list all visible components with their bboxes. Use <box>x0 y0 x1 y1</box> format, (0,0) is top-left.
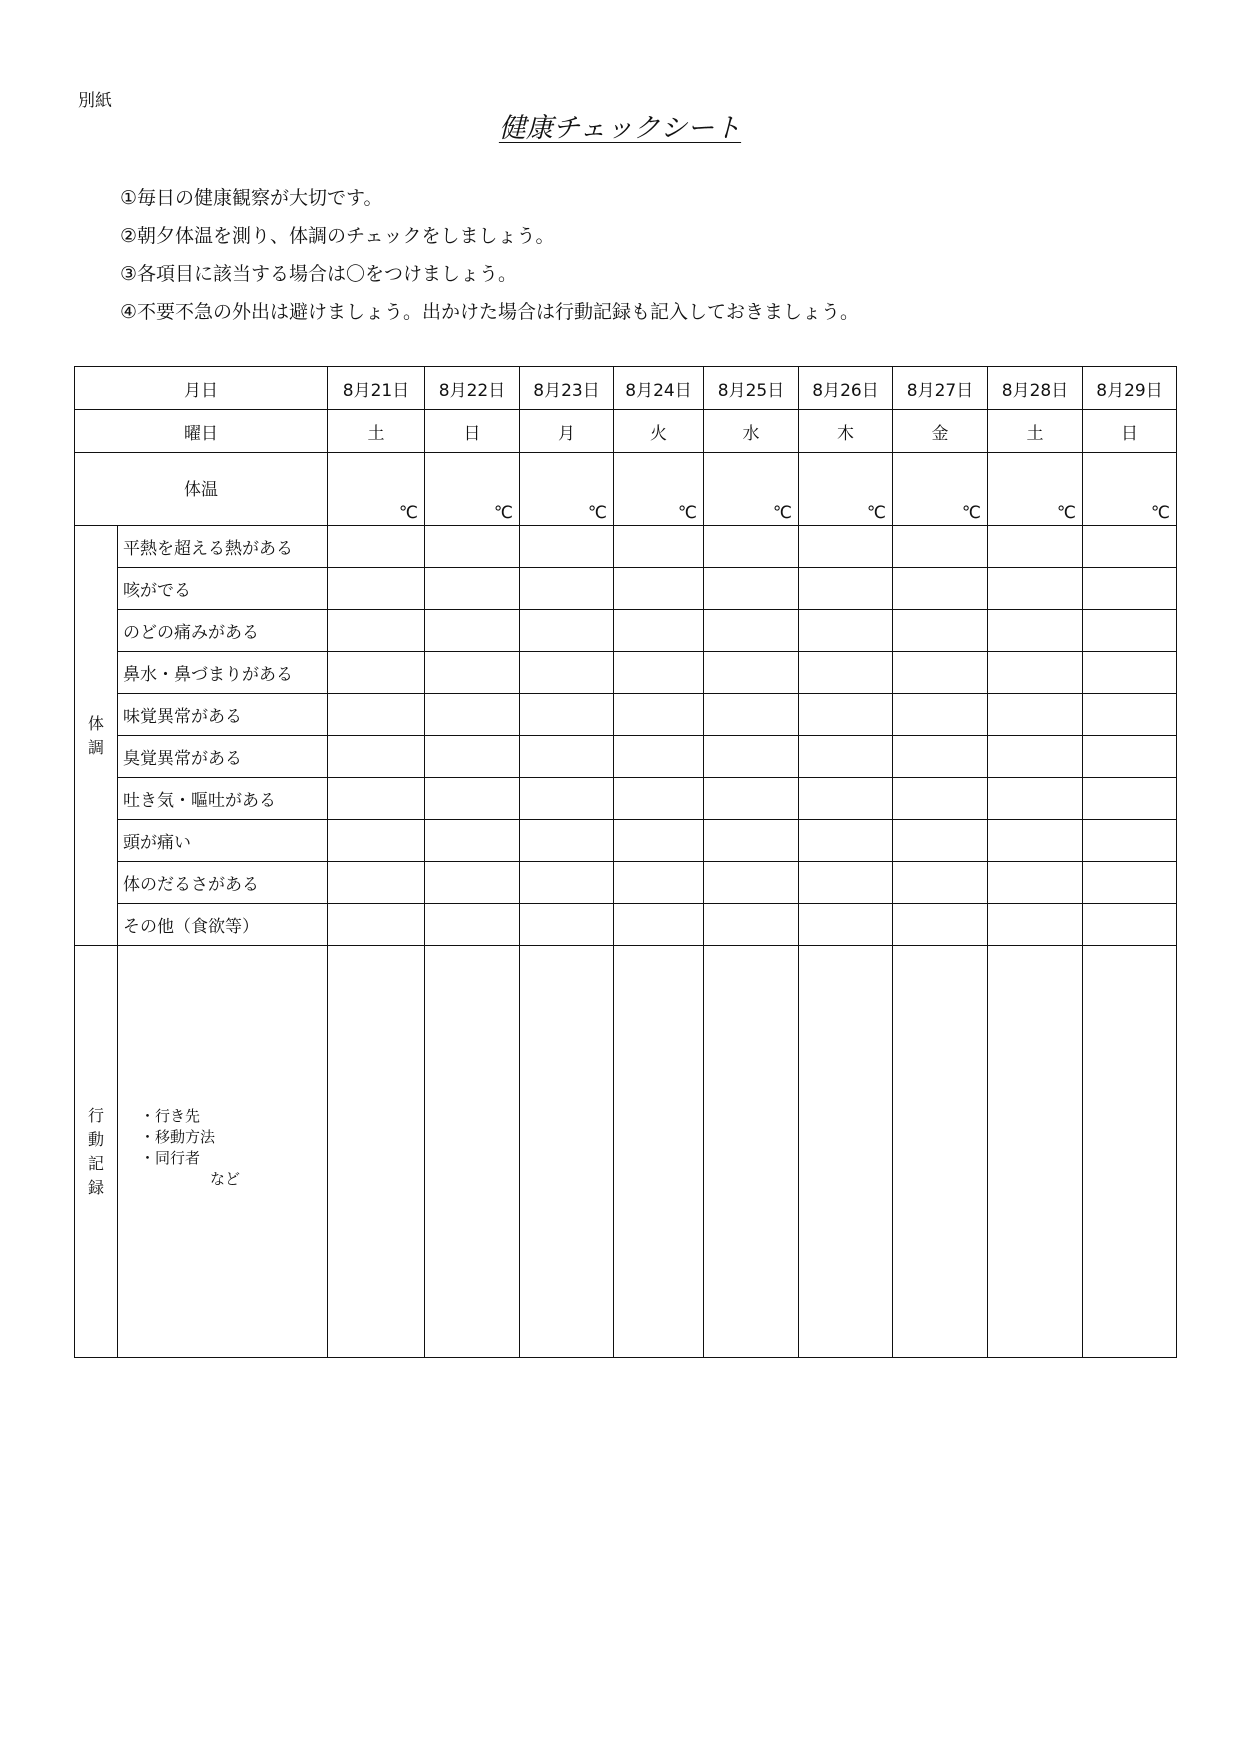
check-cell[interactable] <box>704 778 799 820</box>
check-cell[interactable] <box>614 820 704 862</box>
temperature-row <box>75 453 1177 526</box>
check-cell[interactable] <box>614 862 704 904</box>
check-cell[interactable] <box>328 568 425 610</box>
check-cell[interactable] <box>328 526 425 568</box>
activity-row <box>75 946 1177 1358</box>
check-cell[interactable] <box>988 568 1083 610</box>
date-cell: 8月23日 <box>520 367 614 410</box>
check-cell[interactable] <box>704 820 799 862</box>
health-check-table <box>74 366 1177 1358</box>
activity-section-label: 行 動 記 録 <box>75 946 118 1358</box>
condition-row <box>75 568 1177 610</box>
temperature-entry[interactable] <box>893 453 988 526</box>
page-title <box>0 106 1240 145</box>
condition-row <box>75 736 1177 778</box>
check-cell[interactable] <box>1083 568 1177 610</box>
activity-entry[interactable] <box>1083 946 1177 1358</box>
celsius-unit: ℃ <box>587 503 607 523</box>
check-cell[interactable] <box>988 652 1083 694</box>
condition-row <box>75 778 1177 820</box>
check-cell[interactable] <box>799 904 893 946</box>
check-cell[interactable] <box>520 736 614 778</box>
check-cell[interactable] <box>988 862 1083 904</box>
check-cell[interactable] <box>1083 694 1177 736</box>
condition-row <box>75 694 1177 736</box>
weekday-cell: 日 <box>1083 410 1177 453</box>
check-cell[interactable] <box>328 694 425 736</box>
check-cell[interactable] <box>328 820 425 862</box>
temperature-entry[interactable] <box>704 453 799 526</box>
check-cell[interactable] <box>614 526 704 568</box>
check-cell[interactable] <box>799 610 893 652</box>
check-cell[interactable] <box>893 610 988 652</box>
check-cell[interactable] <box>893 778 988 820</box>
check-cell[interactable] <box>704 736 799 778</box>
check-cell[interactable] <box>893 694 988 736</box>
check-cell[interactable] <box>614 568 704 610</box>
check-cell[interactable] <box>799 820 893 862</box>
check-cell[interactable] <box>520 862 614 904</box>
instruction-item: ①毎日の健康観察が大切です。 <box>120 187 383 209</box>
instruction-item: ③各項目に該当する場合は〇をつけましょう。 <box>120 263 518 285</box>
activity-entry[interactable] <box>893 946 988 1358</box>
condition-label: 吐き気・嘔吐がある <box>118 778 328 820</box>
condition-section-label: 体 調 <box>75 526 118 946</box>
check-cell[interactable] <box>328 610 425 652</box>
check-cell[interactable] <box>425 736 520 778</box>
check-cell[interactable] <box>425 610 520 652</box>
weekday-header: 曜日 <box>75 410 328 453</box>
condition-row <box>75 862 1177 904</box>
activity-entry[interactable] <box>988 946 1083 1358</box>
weekday-cell: 金 <box>893 410 988 453</box>
check-cell[interactable] <box>988 778 1083 820</box>
weekday-cell: 土 <box>328 410 425 453</box>
activity-hints <box>140 1106 240 1190</box>
check-cell[interactable] <box>704 652 799 694</box>
celsius-unit: ℃ <box>772 503 792 523</box>
date-cell: 8月26日 <box>799 367 893 410</box>
check-cell[interactable] <box>520 526 614 568</box>
check-cell[interactable] <box>799 526 893 568</box>
condition-label: 体のだるさがある <box>118 862 328 904</box>
check-cell[interactable] <box>988 736 1083 778</box>
activity-entry[interactable] <box>425 946 520 1358</box>
condition-label: 平熱を超える熱がある <box>118 526 328 568</box>
check-cell[interactable] <box>799 862 893 904</box>
check-cell[interactable] <box>1083 904 1177 946</box>
check-cell[interactable] <box>1083 652 1177 694</box>
check-cell[interactable] <box>425 820 520 862</box>
date-cell: 8月21日 <box>328 367 425 410</box>
celsius-unit: ℃ <box>677 503 697 523</box>
check-cell[interactable] <box>520 610 614 652</box>
check-cell[interactable] <box>799 652 893 694</box>
activity-entry[interactable] <box>614 946 704 1358</box>
activity-entry[interactable] <box>799 946 893 1358</box>
check-cell[interactable] <box>520 820 614 862</box>
date-cell: 8月27日 <box>893 367 988 410</box>
weekday-cell: 土 <box>988 410 1083 453</box>
date-cell: 8月25日 <box>704 367 799 410</box>
check-cell[interactable] <box>425 862 520 904</box>
temperature-header-label: 体温 <box>184 480 218 500</box>
temperature-header <box>75 453 328 526</box>
check-cell[interactable] <box>520 904 614 946</box>
check-cell[interactable] <box>988 904 1083 946</box>
check-cell[interactable] <box>425 526 520 568</box>
check-cell[interactable] <box>328 736 425 778</box>
check-cell[interactable] <box>1083 820 1177 862</box>
weekday-row <box>75 410 1177 453</box>
check-cell[interactable] <box>1083 610 1177 652</box>
condition-row <box>75 904 1177 946</box>
condition-label: 鼻水・鼻づまりがある <box>118 652 328 694</box>
check-cell[interactable] <box>893 904 988 946</box>
temperature-entry[interactable] <box>1083 453 1177 526</box>
page-title-text: 健康チェックシート <box>498 113 742 144</box>
check-cell[interactable] <box>425 694 520 736</box>
celsius-unit: ℃ <box>866 503 886 523</box>
condition-row <box>75 820 1177 862</box>
instruction-item: ④不要不急の外出は避けましょう。出かけた場合は行動記録も記入しておきましょう。 <box>120 301 860 323</box>
check-cell[interactable] <box>893 862 988 904</box>
check-cell[interactable] <box>520 568 614 610</box>
temperature-entry[interactable] <box>520 453 614 526</box>
check-cell[interactable] <box>988 694 1083 736</box>
temperature-entry[interactable] <box>988 453 1083 526</box>
check-cell[interactable] <box>893 568 988 610</box>
celsius-unit: ℃ <box>1150 503 1170 523</box>
weekday-cell: 日 <box>425 410 520 453</box>
check-cell[interactable] <box>1083 526 1177 568</box>
instructions-list <box>120 184 859 336</box>
page-label: 別紙 <box>78 91 112 111</box>
check-cell[interactable] <box>614 736 704 778</box>
check-cell[interactable] <box>893 652 988 694</box>
activity-hint-cell <box>118 946 328 1358</box>
check-cell[interactable] <box>614 652 704 694</box>
condition-label: 味覚異常がある <box>118 694 328 736</box>
check-cell[interactable] <box>704 862 799 904</box>
condition-label: 咳がでる <box>118 568 328 610</box>
celsius-unit: ℃ <box>493 503 513 523</box>
check-cell[interactable] <box>1083 736 1177 778</box>
check-cell[interactable] <box>799 736 893 778</box>
weekday-cell: 水 <box>704 410 799 453</box>
temperature-entry[interactable] <box>614 453 704 526</box>
condition-row <box>75 610 1177 652</box>
celsius-unit: ℃ <box>1056 503 1076 523</box>
check-cell[interactable] <box>425 568 520 610</box>
check-cell[interactable] <box>425 778 520 820</box>
celsius-unit: ℃ <box>961 503 981 523</box>
hint-destination: ・行き先 <box>140 1107 201 1125</box>
check-cell[interactable] <box>520 778 614 820</box>
date-cell: 8月24日 <box>614 367 704 410</box>
check-cell[interactable] <box>799 568 893 610</box>
check-cell[interactable] <box>799 778 893 820</box>
condition-label: 頭が痛い <box>118 820 328 862</box>
check-cell[interactable] <box>328 862 425 904</box>
condition-row <box>75 526 1177 568</box>
check-cell[interactable] <box>328 778 425 820</box>
check-cell[interactable] <box>799 694 893 736</box>
check-cell[interactable] <box>893 820 988 862</box>
check-cell[interactable] <box>614 904 704 946</box>
weekday-cell: 木 <box>799 410 893 453</box>
weekday-cell: 火 <box>614 410 704 453</box>
check-cell[interactable] <box>704 568 799 610</box>
hint-etc: など <box>210 1170 241 1188</box>
temperature-entry[interactable] <box>799 453 893 526</box>
check-cell[interactable] <box>614 778 704 820</box>
check-cell[interactable] <box>704 526 799 568</box>
weekday-cell: 月 <box>520 410 614 453</box>
check-cell[interactable] <box>1083 862 1177 904</box>
check-cell[interactable] <box>893 736 988 778</box>
check-cell[interactable] <box>520 694 614 736</box>
hint-companions: ・同行者 <box>140 1149 201 1167</box>
date-cell: 8月29日 <box>1083 367 1177 410</box>
temperature-entry[interactable] <box>425 453 520 526</box>
activity-entry[interactable] <box>520 946 614 1358</box>
check-cell[interactable] <box>328 904 425 946</box>
check-cell[interactable] <box>988 610 1083 652</box>
check-cell[interactable] <box>988 526 1083 568</box>
hint-transport: ・移動方法 <box>140 1128 216 1146</box>
check-cell[interactable] <box>614 610 704 652</box>
check-cell[interactable] <box>425 904 520 946</box>
check-cell[interactable] <box>1083 778 1177 820</box>
instruction-item: ②朝夕体温を測り、体調のチェックをしましょう。 <box>120 225 555 247</box>
check-cell[interactable] <box>704 694 799 736</box>
check-cell[interactable] <box>988 820 1083 862</box>
check-cell[interactable] <box>704 610 799 652</box>
check-cell[interactable] <box>328 652 425 694</box>
temperature-entry[interactable] <box>328 453 425 526</box>
condition-row <box>75 652 1177 694</box>
check-cell[interactable] <box>893 526 988 568</box>
condition-label: その他（食欲等） <box>118 904 328 946</box>
date-cell: 8月22日 <box>425 367 520 410</box>
condition-label: のどの痛みがある <box>118 610 328 652</box>
activity-entry[interactable] <box>328 946 425 1358</box>
check-cell[interactable] <box>520 652 614 694</box>
check-cell[interactable] <box>614 694 704 736</box>
celsius-unit: ℃ <box>398 503 418 523</box>
date-cell: 8月28日 <box>988 367 1083 410</box>
date-header: 月日 <box>75 367 328 410</box>
condition-label: 臭覚異常がある <box>118 736 328 778</box>
check-cell[interactable] <box>704 904 799 946</box>
check-cell[interactable] <box>425 652 520 694</box>
activity-entry[interactable] <box>704 946 799 1358</box>
date-row <box>75 367 1177 410</box>
